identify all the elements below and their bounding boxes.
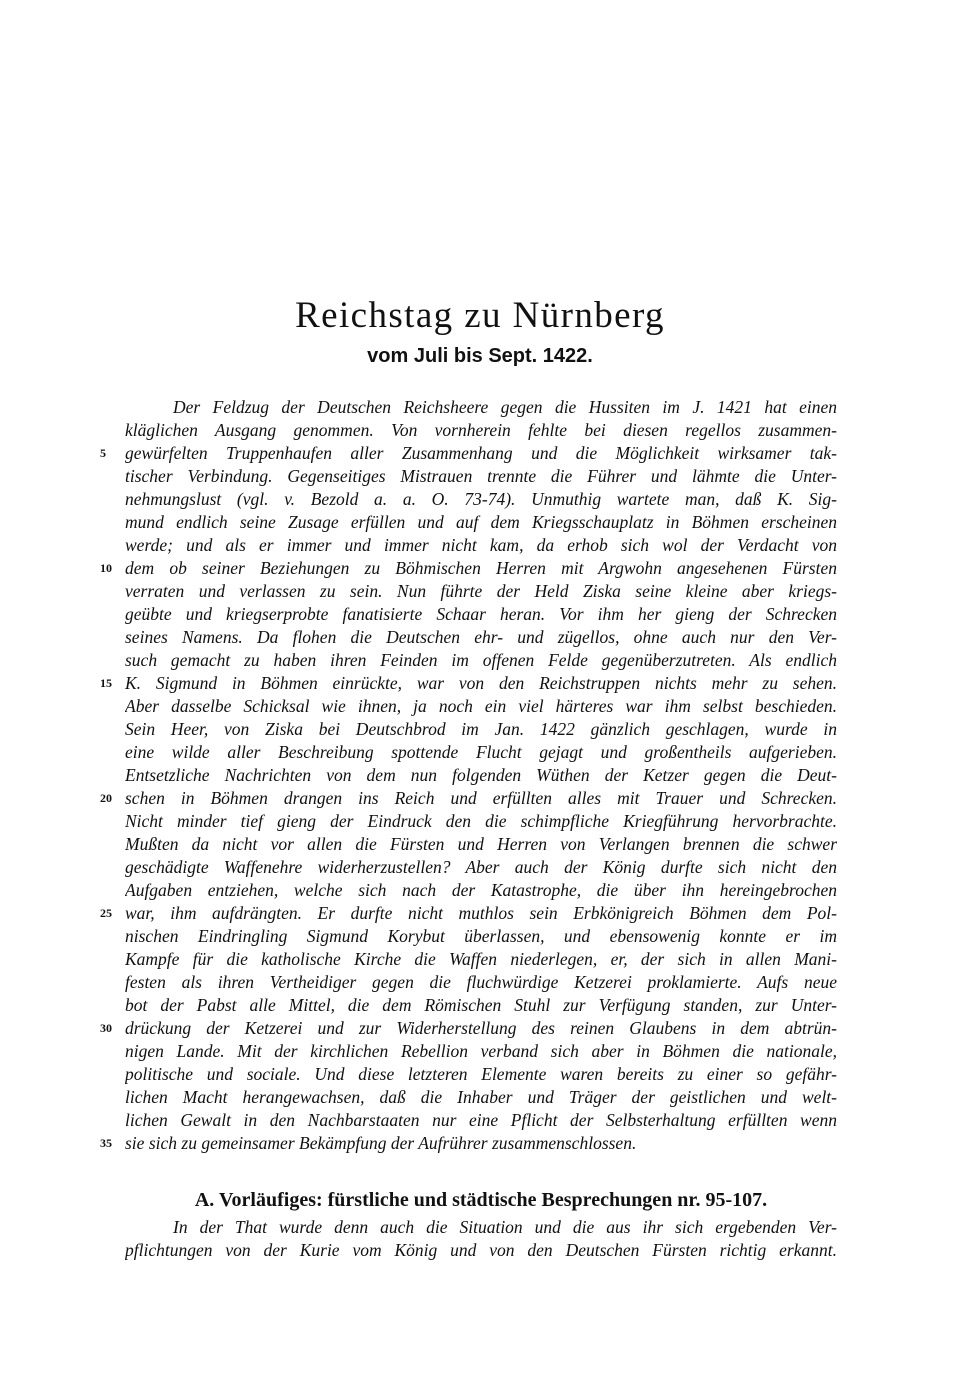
text-line: nigen Lande. Mit der kirchlichen Rebellion verband sich aber in Böhmen die nationale, — [125, 1041, 837, 1061]
text-line: festen als ihren Vertheidiger gegen die fluchwürdige Ketzerei proklamierte. Aufs neue — [125, 972, 837, 992]
text-line: Entsetzliche Nachrichten von dem nun folgenden Wüthen der Ketzer gegen die Deut- — [125, 765, 837, 785]
section-text — [125, 1216, 837, 1262]
text-line: lichen Macht herangewachsen, daß die Inhaber und Träger der geistlichen und welt- — [125, 1087, 837, 1107]
text-line: nehmungslust (vgl. v. Bezold a. a. O. 73-74). Unmuthig wartete man, daß K. Sig- — [125, 489, 837, 509]
line-number: 30 — [100, 1021, 112, 1035]
text-line: sie sich zu gemeinsamer Bekämpfung der Aufrührer zusammenschlossen. — [125, 1133, 637, 1153]
text-line: Aufgaben entziehen, welche sich nach der Katastrophe, die über ihn hereingebrochen — [125, 880, 837, 900]
text-line: war, ihm aufdrängten. Er durfte nicht muthlos sein Erbkönigreich Böhmen dem Pol- — [125, 903, 837, 923]
body-text — [125, 396, 837, 1155]
text-line: seines Namens. Da flohen die Deutschen ehr- und zügellos, ohne auch nur den Ver- — [125, 627, 837, 647]
text-line: gewürfelten Truppenhaufen aller Zusammenhang und die Möglichkeit wirksamer tak- — [125, 443, 837, 463]
page-title: Reichstag zu Nürnberg — [295, 295, 665, 336]
text-line: eine wilde aller Beschreibung spottende Flucht gejagt und großentheils aufgerieben. — [125, 742, 837, 762]
text-line: kläglichen Ausgang genommen. Von vornherein fehlte bei diesen regellos zusammen- — [125, 420, 837, 440]
text-line: Mußten da nicht vor allen die Fürsten und Herren von Verlangen brennen die schwer — [125, 834, 837, 854]
text-line: lichen Gewalt in den Nachbarstaaten nur eine Pflicht der Selbsterhaltung erfüllten wenn — [125, 1110, 837, 1130]
text-line: schen in Böhmen drangen ins Reich und erfüllten alles mit Trauer und Schrecken. — [125, 788, 837, 808]
text-line: such gemacht zu haben ihren Feinden im offenen Felde gegenüberzutreten. Als endlich — [125, 650, 837, 670]
line-number: 20 — [100, 791, 112, 805]
line-number: 25 — [100, 906, 112, 920]
section-heading: A. Vorläufiges: fürstliche und städtische Besprechungen nr. 95-107. — [194, 1189, 768, 1211]
text-line: K. Sigmund in Böhmen einrückte, war von den Reichstruppen nichts mehr zu sehen. — [125, 673, 837, 693]
text-line: Der Feldzug der Deutschen Reichsheere gegen die Hussiten im J. 1421 hat einen — [173, 397, 837, 417]
text-line: drückung der Ketzerei und zur Widerherstellung des reinen Glaubens in dem abtrün- — [125, 1018, 837, 1038]
text-line: werde; und als er immer und immer nicht kam, da erhob sich wol der Verdacht von — [125, 535, 837, 555]
line-number: 15 — [100, 676, 112, 690]
text-line: Kampfe für die katholische Kirche die Waffen niederlegen, er, der sich in allen Mani- — [125, 949, 837, 969]
page-subtitle: vom Juli bis Sept. 1422. — [367, 345, 593, 367]
text-line: pflichtungen von der Kurie vom König und von den Deutschen Fürsten richtig erkannt. — [125, 1240, 837, 1260]
text-line: verraten und verlassen zu sein. Nun führte der Held Ziska seine kleine aber kriegs- — [125, 581, 837, 601]
line-number: 10 — [100, 561, 112, 575]
text-line: In der That wurde denn auch die Situation und die aus ihr sich ergebenden Ver- — [173, 1217, 837, 1237]
text-line: bot der Pabst alle Mittel, die dem Römischen Stuhl zur Verfügung standen, zur Unter- — [125, 995, 837, 1015]
text-line: nischen Eindringling Sigmund Korybut überlassen, und ebensowenig konnte er im — [125, 926, 837, 946]
text-line: geübte und kriegserprobte fanatisierte Schaar heran. Vor ihm her gieng der Schrecken — [125, 604, 837, 624]
text-line: mund endlich seine Zusage erfüllen und auf dem Kriegsschauplatz in Böhmen erscheinen — [125, 512, 837, 532]
text-line: geschädigte Waffenehre widerherzustellen? Aber auch der König durfte sich nicht den — [125, 857, 837, 877]
text-line: dem ob seiner Beziehungen zu Böhmischen Herren mit Argwohn angesehenen Fürsten — [125, 558, 837, 578]
text-line: Sein Heer, von Ziska bei Deutschbrod im Jan. 1422 gänzlich geschlagen, wurde in — [125, 719, 837, 739]
line-number: 35 — [100, 1136, 112, 1150]
text-line: tischer Verbindung. Gegenseitiges Mistrauen trennte die Führer und lähmte die Unter- — [125, 466, 837, 486]
text-line: Nicht minder tief gieng der Eindruck den die schimpfliche Kriegführung hervorbrachte. — [125, 811, 837, 831]
line-number: 5 — [100, 446, 106, 460]
text-line: politische und sociale. Und diese letzteren Elemente waren bereits zu einer so gefähr- — [125, 1064, 837, 1084]
text-line: Aber dasselbe Schicksal wie ihnen, ja noch ein viel härteres war ihm selbst beschieden. — [125, 696, 837, 716]
